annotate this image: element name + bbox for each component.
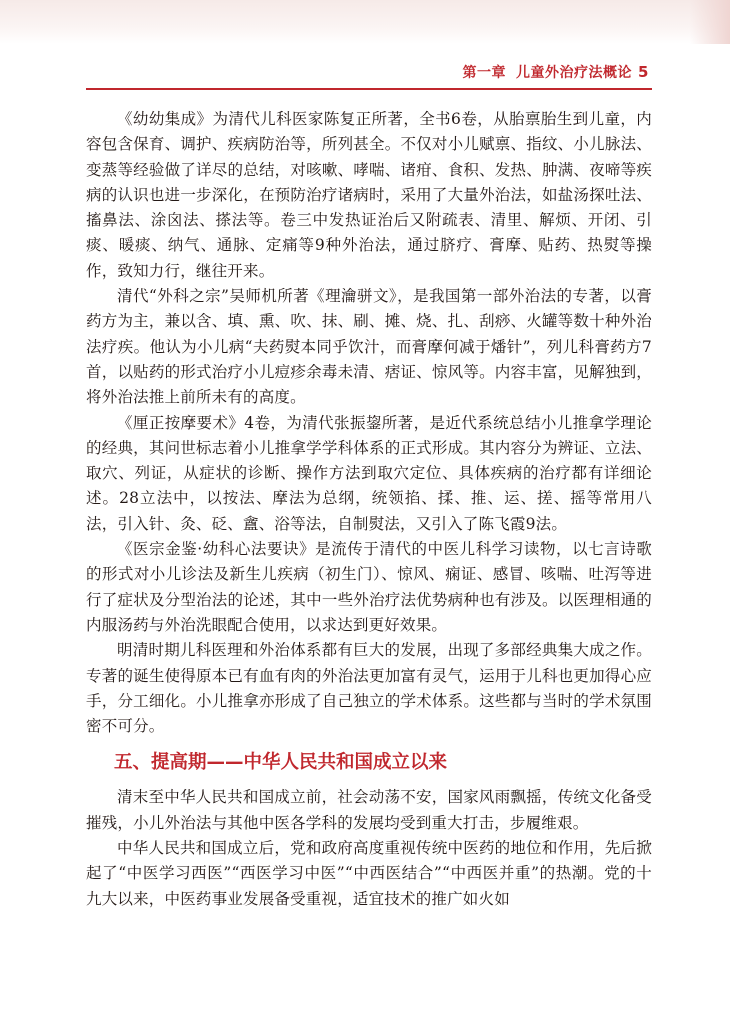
section-heading: 五、提高期——中华人民共和国成立以来 (114, 752, 448, 774)
chapter-label: 第一章 (462, 65, 506, 81)
paragraph-lizheng-anmo: 《厘正按摩要术》4卷，为清代张振鋆所著，是近代系统总结小儿推拿学理论的经典，其问世标志着小儿推拿学学科体系的正式形成。其内容分为辨证、立法、取穴、列证，从症状的诊断、操作方法到取穴定位、具体疾病的治疗都有详细论述。28立法中，以按法、摩法为总纲，统领掐、揉、推、运、搓、摇等常用八法，引入针、灸、砭、盦、浴等法，自制熨法，又引入了陈飞霞9法。 (86, 413, 652, 533)
top-decorative-band (0, 0, 730, 44)
paragraph-youyou-jicheng: 《幼幼集成》为清代儿科医家陈复正所著，全书6卷，从胎禀胎生到儿童，内容包含保育、调护、疾病防治等，所列甚全。不仅对小儿赋禀、指纹、小儿脉法、变蒸等经验做了详尽的总结，对咳嗽、哮喘、诸疳、食积、发热、肿满、夜啼等疾病的认识也进一步深化，在预防治疗诸病时，采用了大量外治法，如盐汤探吐法、搐鼻法、涂囟法、搽法等。卷三中发热证治后又附疏表、清里、解烦、开闭、引痰、暖痰、纳气、通脉、定痛等9种外治法，通过脐疗、膏摩、贴药、热熨等操作，致知力行，继往开来。 (86, 110, 652, 280)
page-number: 5 (638, 63, 649, 81)
paragraph-liyue-pianwen: 清代“外科之宗”吴师机所著《理瀹骈文》，是我国第一部外治法的专著，以膏药方为主，兼以含、填、熏、吹、抹、刷、摊、烧、扎、刮痧、火罐等数十种外治法疗疾。他认为小儿病“夫药熨本同乎饮汁，而膏摩何减于燔针”，列儿科膏药方7首，以贴药的形式治疗小儿痘疹余毒未清、痞证、惊风等。内容丰富，见解独到，将外治法推上前所未有的高度。 (86, 287, 652, 407)
paragraph-prc-founding: 中华人民共和国成立后，党和政府高度重视传统中医药的地位和作用，先后掀起了“中医学习西医”“西医学习中医”“中西医结合”“中西医并重”的热潮。党的十九大以来，中医药事业发展备受重视，适宜技术的推广如火如 (86, 839, 652, 908)
paragraph-yizong-jinjian: 《医宗金鉴·幼科心法要诀》是流传于清代的中医儿科学习读物，以七言诗歌的形式对小儿诊法及新生儿疾病（初生门）、惊风、痫证、感冒、咳喘、吐泻等进行了症状及分型治法的论述，其中一些外治疗法优势病种也有涉及。以医理相通的内服汤药与外治洗眼配合使用，以求达到更好效果。 (86, 540, 652, 634)
page-body (86, 107, 652, 912)
chapter-title: 儿童外治疗法概论 (516, 65, 632, 81)
paragraph-ming-qing-summary: 明清时期儿科医理和外治体系都有巨大的发展，出现了多部经典集大成之作。专著的诞生使得原本已有血有肉的外治法更加富有灵气，运用于儿科也更加得心应手，分工细化。小儿推拿亦形成了自己独立的学术体系。这些都与当时的学术氛围密不可分。 (86, 641, 652, 736)
running-header (86, 60, 632, 84)
paragraph-late-qing: 清末至中华人民共和国成立前，社会动荡不安，国家风雨飘摇，传统文化备受摧残，小儿外治法与其他中医各学科的发展均受到重大打击，步履维艰。 (86, 788, 652, 832)
header-rule (86, 88, 652, 90)
